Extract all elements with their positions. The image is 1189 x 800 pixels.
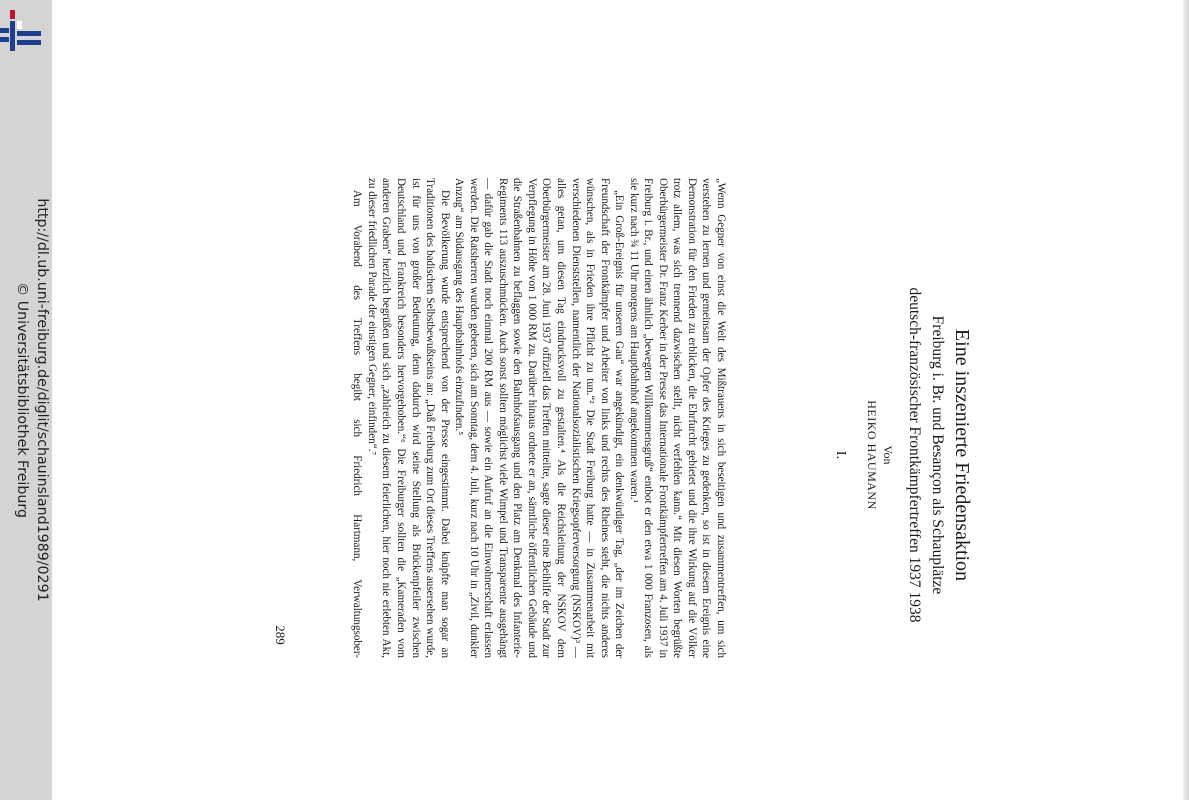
permalink-url[interactable]: http://dl.ub.uni-freiburg.de/diglit/schauinsland1989/0291 xyxy=(34,198,50,602)
paragraph-1: „Wenn Gegner von einst die Welt des Mißtrauens in sich beseitigen und zusammentreffen, um sich verstehen zu lernen und gemeinsam der Opfer des Krieges zu gedenken, so ist in diesem Ereignis eine Demonstration für den Frieden zu erblicken, die Ehrfurcht gebietet und die ihre Wirkung auf die Völker trotz allem, was sich trennend dazwischen stellt, nicht verfehlen kann.“ Mit diesen Worten begrüßte Oberbürgermeister Dr. Franz Kerber in der Presse das Internationale Frontkämpfertreffen am 4. Juli 1937 in Freiburg i. Br., und einen ähnlich „bewegten Willkommensgruß“ entbot er den etwa 1 000 Franzosen, als sie kurz nach ¾ 11 Uhr morgens am Hauptbahnhof angekommen waren.¹ xyxy=(627,178,727,658)
article-subtitle-1: Freiburg i. Br. und Besançon als Schauplätze xyxy=(929,315,946,595)
article-body xyxy=(351,178,728,658)
paragraph-2: „Ein Groß-Ereignis für unseren Gau“ war angekündigt, ein denkwürdiger Tag, „der im Zeichen der Freundschaft der Frontkämpfer und Arbeiter von links und rechts des Rheines steht, die nichts anderes wünschen, als in Frieden ihre Pflicht zu tun.“² Die Stadt Freiburg hatte — in Zusammenarbeit mit verschiedenen Dienststellen, namentlich der Nationalsozialistischen Kriegsopferversorgung (NSKOV)³ — alles getan, um diesen Tag eindrucksvoll zu gestalten.⁴ Als die Reichsleitung der NSKOV dem Oberbürgermeister am 28. Juni 1937 offiziell das Treffen mitteilte, sagte dieser eine Beihilfe der Stadt zur Verpflegung in Höhe von 1 000 RM zu. Darüber hinaus ordnete er an, sämtliche öffentlichen Gebäude und die Straßenbahnen zu beflaggen sowie den Bahnhofsausgang und den Platz am Denkmal des Infanterie-Regiments 113 auszuschmücken. Auch sonst sollten möglichst viele Wimpel und Transparente ausgehängt — dafür gab die Stadt noch einmal 200 RM aus — sowie ein Aufruf an die Einwohnerschaft erlassen werden. Die Ratsherren wurden gebeten, sich am Sonntag, dem 4. Juli, kurz nach 10 Uhr in „Zivil, dunkler Anzug“ am Südausgang des Hauptbahnhofs einzufinden.⁵ xyxy=(453,178,626,658)
author-name: HEIKO HAUMANN xyxy=(865,400,879,510)
copyright-notice: © Universitätsbibliothek Freiburg xyxy=(14,282,30,518)
article-subtitle-2: deutsch-französischer Frontkämpfertreffen 1937 1938 xyxy=(906,287,923,623)
page-number: 289 xyxy=(273,625,288,645)
article-title: Eine inszenierte Friedensaktion xyxy=(951,328,973,582)
author-von: Von xyxy=(881,445,895,465)
paragraph-3: Die Bevölkerung wurde entsprechend von der Presse eingestimmt. Dabei knüpfte man sogar an Traditionen des badischen Selbstbewußtseins an: „Daß Freiburg zum Ort dieses Treffens ausersehen wurde, ist für uns von großer Bedeutung, denn dadurch wird seine Stellung als Brückenpfeiler zwischen Deutschland und Frankreich besonders hervorgehoben.“⁶ Die Freiburger sollten die „Kameraden vom anderen Graben“ herzlich begrüßen und sich „zahlreich zu diesem feierlichen, hier noch nie erlebten Akt, zu dieser friedlichen Parade der einstigen Gegner, einfinden“.⁷ xyxy=(365,178,451,658)
paragraph-4: Am Vorabend des Treffens begibt sich Friedrich Hartmann, Verwaltungsober- xyxy=(351,190,364,658)
section-heading: I. xyxy=(833,450,848,460)
